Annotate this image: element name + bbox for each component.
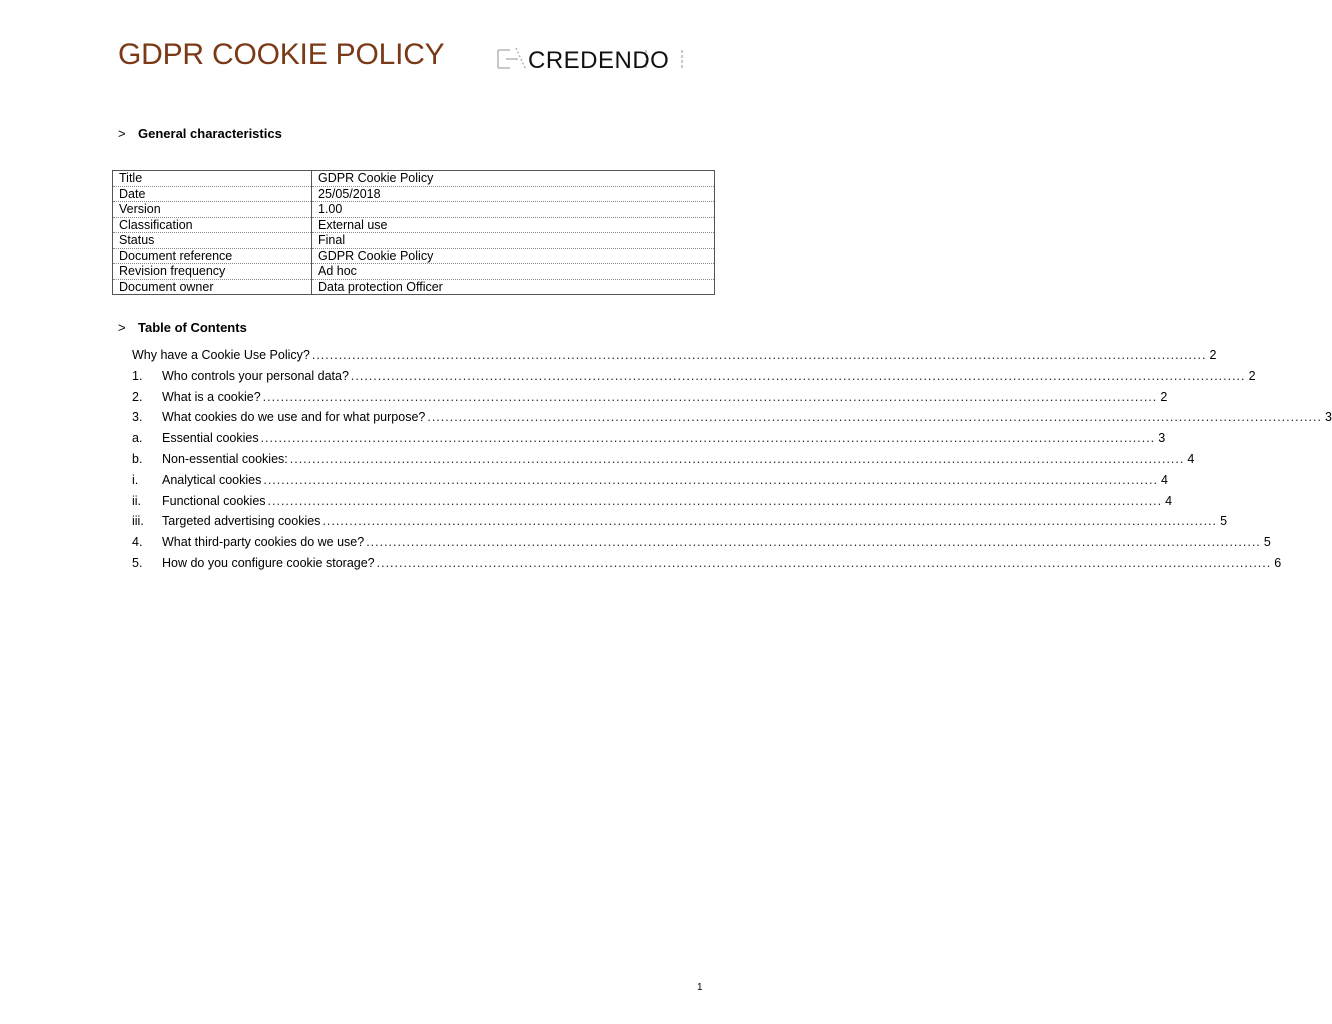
table-row [113,217,715,233]
toc-entry-page: 4 [1187,451,1195,466]
toc-entry-page: 2 [1248,368,1256,383]
toc-entry-label: What third-party cookies do we use? [162,535,365,550]
toc-heading [118,320,247,335]
table-of-contents [132,348,1332,577]
toc-entry-page: 2 [1209,348,1217,362]
toc-entry[interactable] [132,514,1228,535]
row-value: 1.00 [312,202,715,218]
toc-entry[interactable] [132,410,1332,431]
chevron-right-icon: > [118,320,126,335]
general-characteristics-table [112,170,715,295]
row-key: Version [113,202,312,218]
toc-dot-leader: ........................................................................................................................................................................................................ [322,514,1218,529]
toc-dot-leader: ........................................................................................................................................................................................................ [289,451,1185,466]
toc-entry-label: What cookies do we use and for what purpose? [162,410,426,425]
toc-dot-leader: ........................................................................................................................................................................................................ [262,389,1158,404]
row-value: Ad hoc [312,264,715,280]
toc-entry[interactable] [132,493,1173,515]
row-key: Status [113,233,312,249]
row-key: Document owner [113,279,312,295]
table-row [113,248,715,264]
toc-entry-label: Analytical cookies [162,472,262,487]
toc-dot-leader: ........................................................................................................................................................................................................ [267,493,1163,508]
toc-entry-page: 4 [1165,493,1173,508]
toc-entry-label: Functional cookies [162,493,266,508]
toc-entry[interactable] [132,472,1168,494]
toc-entry[interactable] [132,389,1168,411]
toc-entry-label: Essential cookies [162,431,259,446]
toc-entry-number: 5. [132,555,143,570]
toc-entry-number: b. [132,451,143,466]
toc-entry-number: 4. [132,535,143,550]
toc-dot-leader: ........................................................................................................................................................................................................ [263,472,1158,487]
row-key: Classification [113,217,312,233]
toc-entry-number: a. [132,431,143,446]
toc-entry-number: 2. [132,389,143,404]
toc-entry-number: ii. [132,493,142,508]
toc-entry-number: i. [132,472,139,487]
toc-entry-label: Targeted advertising cookies [162,514,321,529]
table-row [113,264,715,280]
row-value: 25/05/2018 [312,186,715,202]
general-characteristics-heading [118,126,282,141]
table-row [113,202,715,218]
credendo-logo [496,42,692,76]
toc-entry[interactable] [132,431,1166,452]
toc-entry-number: 1. [132,368,143,383]
row-key: Document reference [113,248,312,264]
table-row [113,233,715,249]
toc-dot-leader: ........................................................................................................................................................................................................ [260,431,1156,446]
toc-entry-number: iii. [132,514,144,529]
toc-heading-label: Table of Contents [138,320,247,335]
table-row [113,186,715,202]
toc-entry-page: 5 [1220,514,1228,529]
toc-entry-label: Who controls your personal data? [162,368,349,383]
row-key: Title [113,171,312,187]
row-key: Revision frequency [113,264,312,280]
toc-dot-leader: ........................................................................................................................................................................................................ [366,535,1261,550]
general-heading-label: General characteristics [138,126,282,141]
table-row [113,171,715,187]
toc-entry-page: 2 [1160,389,1168,404]
toc-dot-leader: ........................................................................................................................................................................................................ [376,555,1272,570]
chevron-right-icon: > [118,126,126,141]
toc-entry[interactable] [132,348,1217,369]
toc-entry-page: 3 [1325,410,1332,425]
document-title: GDPR COOKIE POLICY [118,38,445,71]
toc-entry-label: Why have a Cookie Use Policy? [132,348,310,362]
toc-entry[interactable] [132,535,1271,556]
toc-dot-leader: ........................................................................................................................................................................................................ [311,348,1207,362]
toc-entry-page: 4 [1161,472,1168,487]
toc-entry[interactable] [132,451,1195,473]
row-value: Final [312,233,715,249]
logo-wordmark: CREDENDO [528,47,670,74]
toc-entry-page: 5 [1263,535,1271,550]
toc-entry-label: How do you configure cookie storage? [162,555,375,570]
toc-entry-page: 3 [1158,431,1166,446]
row-key: Date [113,186,312,202]
row-value: GDPR Cookie Policy [312,248,715,264]
toc-dot-leader: ........................................................................................................................................................................................................ [427,410,1322,425]
row-value: External use [312,217,715,233]
toc-entry-number: 3. [132,410,143,425]
row-value: Data protection Officer [312,279,715,295]
toc-entry-label: Non-essential cookies: [162,451,288,466]
toc-entry[interactable] [132,555,1282,577]
toc-entry-label: What is a cookie? [162,389,261,404]
row-value: GDPR Cookie Policy [318,171,434,186]
toc-entry-page: 6 [1274,555,1282,570]
toc-entry[interactable] [132,368,1256,390]
toc-dot-leader: ........................................................................................................................................................................................................ [350,368,1246,383]
page-number: 1 [697,982,703,993]
table-row [113,279,715,295]
